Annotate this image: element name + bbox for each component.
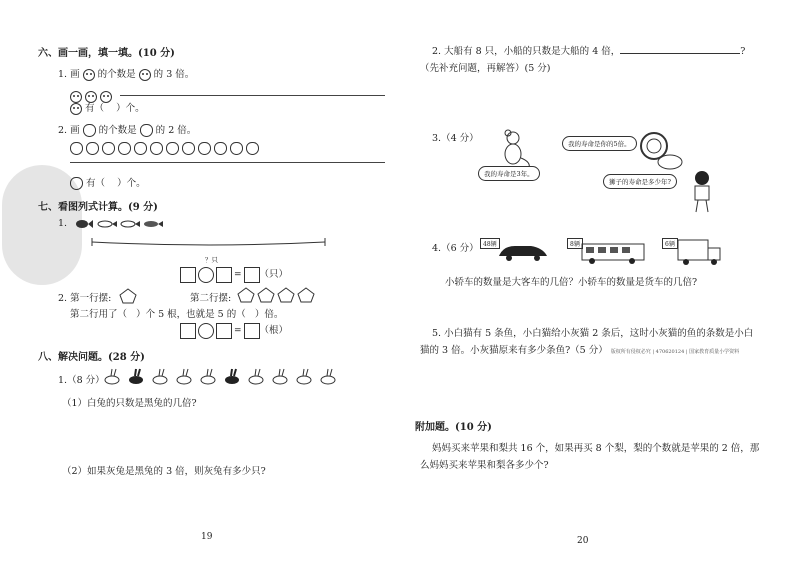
page-number-right: 20 xyxy=(577,536,589,546)
pentagon-icon xyxy=(298,288,314,302)
operator-circle[interactable] xyxy=(198,323,214,339)
car-icon xyxy=(497,238,549,264)
car-count-label: 48辆 xyxy=(480,238,500,249)
answer-box[interactable] xyxy=(180,267,196,283)
boy-illustration xyxy=(688,170,718,214)
sec6-q1-answer xyxy=(70,100,145,115)
sec6-q2-answer xyxy=(70,175,146,190)
apple-icon xyxy=(214,142,227,155)
rabbit-icon-white xyxy=(321,369,335,384)
sec7-q1-equation: = （只） xyxy=(180,266,288,283)
rabbit-icon-black xyxy=(225,369,239,384)
fill-blank-line[interactable] xyxy=(620,53,740,54)
apple-icon xyxy=(246,142,259,155)
unit-label: （只） xyxy=(259,269,289,280)
smiley-icon xyxy=(83,69,95,81)
apple-icon xyxy=(134,142,147,155)
sec6-q2-apples xyxy=(70,138,262,157)
apple-icon xyxy=(70,177,83,190)
rabbit-icon-white xyxy=(297,369,311,384)
operator-circle[interactable] xyxy=(198,267,214,283)
sec6-q1-num: 1. 画 xyxy=(58,69,80,80)
rabbit-icon-white xyxy=(201,369,215,384)
bus-count-label: 8辆 xyxy=(567,238,583,249)
draw-line xyxy=(70,162,385,163)
sec7-q2-row2-label: 第二行摆: xyxy=(190,293,232,304)
rabbit-icon-white xyxy=(177,369,191,384)
page-number-left: 19 xyxy=(201,532,213,542)
section-7-title: 七、看图列式计算。(9 分) xyxy=(38,202,158,213)
sec7-q2-label: 2. 第一行摆: xyxy=(58,293,112,304)
r-q2-end: ? xyxy=(740,46,746,57)
answer-box[interactable] xyxy=(180,323,196,339)
r-q5-line2 xyxy=(420,342,739,356)
sec7-q2-row1 xyxy=(58,290,111,304)
apple-icon xyxy=(198,142,211,155)
bracket-label: ？只 xyxy=(205,256,218,264)
apple-icon xyxy=(102,142,115,155)
pentagon-icon xyxy=(258,288,274,302)
r-q4-label: 4.（6 分） xyxy=(432,243,479,254)
pentagon-icon xyxy=(238,288,254,302)
r-q4-question: 小轿车的数量是大客车的几倍？小轿车的数量是货车的几倍? xyxy=(445,277,698,288)
answer-box[interactable] xyxy=(216,267,232,283)
truck-count-label: 6辆 xyxy=(662,238,678,249)
section-6-title: 六、画一画，填一填。(10 分) xyxy=(38,48,175,59)
sec8-q1-num: 1.（8 分） xyxy=(58,375,105,386)
text: 第二行用了（ xyxy=(70,309,128,320)
r-q2-line2: （先补充问题，再解答）(5 分) xyxy=(420,63,551,74)
boy-speech-bubble: 狮子的寿命是多少年? xyxy=(603,174,677,189)
sec6-q2-num: 2. 画 xyxy=(58,125,80,136)
rabbit-icon-white xyxy=(153,369,167,384)
bus-icon xyxy=(580,238,648,266)
rabbit-icon-white xyxy=(273,369,287,384)
r-q2-text: 2. 大船有 8 只，小船的只数是大船的 4 倍， xyxy=(432,46,621,57)
text: ）个 5 根，也就是 5 的（ xyxy=(136,309,246,320)
apple-icon xyxy=(230,142,243,155)
apple-icon xyxy=(83,124,96,137)
sec6-q2-text2: 的 2 倍。 xyxy=(155,125,197,136)
lion-illustration xyxy=(636,130,684,172)
pentagon-icon xyxy=(278,288,294,302)
rabbit-row xyxy=(102,368,362,388)
r-q3-label: 3.（4 分） xyxy=(432,133,479,144)
mouse-speech-bubble: 我的寿命是3年。 xyxy=(478,166,540,181)
apple-icon xyxy=(182,142,195,155)
apple-icon xyxy=(150,142,163,155)
sec8-q1-sub1: （1）白兔的只数是黑兔的几倍? xyxy=(62,398,197,409)
sec6-q2 xyxy=(58,122,196,137)
smiley-icon xyxy=(70,103,82,115)
sec7-q2-equation: = （根） xyxy=(180,322,288,339)
answer-label: ）个。 xyxy=(117,178,146,189)
fish-icon xyxy=(76,220,93,228)
truck-icon xyxy=(676,236,722,268)
answer-box[interactable] xyxy=(244,323,260,339)
answer-label: ）个。 xyxy=(116,103,145,114)
bonus-line1: 妈妈买来苹果和梨共 16 个，如果再买 8 个梨，梨的个数就是苹果的 2 倍，那 xyxy=(432,443,760,454)
bonus-title: 附加题。(10 分) xyxy=(415,422,492,433)
r-q5-line1: 5. 小白猫有 5 条鱼，小白猫给小灰猫 2 条后，这时小灰猫的鱼的条数是小白 xyxy=(432,328,754,339)
draw-line xyxy=(120,95,385,96)
sec6-q1 xyxy=(58,66,194,81)
apple-icon xyxy=(118,142,131,155)
r-q2-line1 xyxy=(432,43,745,57)
sec8-q1-sub2: （2）如果灰兔是黑兔的 3 倍，则灰兔有多少只? xyxy=(62,466,266,477)
mouse-illustration xyxy=(495,128,535,170)
sec7-q2-row2 xyxy=(70,306,283,320)
copyright-note: 版权所有侵权必究 | 470620124 | 国家教育质量小学资料 xyxy=(610,349,740,355)
answer-label: 有（ xyxy=(85,103,105,114)
unit-label: （根） xyxy=(259,325,289,336)
bracket-line xyxy=(92,242,325,245)
answer-box[interactable] xyxy=(216,323,232,339)
rabbit-icon-black xyxy=(129,369,143,384)
sec7-q1-num: 1. xyxy=(58,218,68,229)
r-q5-text: 猫的 3 倍。小灰猫原来有多少条鱼?（5 分） xyxy=(420,345,608,356)
rabbit-icon-white xyxy=(249,369,263,384)
pentagon-row xyxy=(236,286,336,306)
apple-icon xyxy=(70,142,83,155)
sec6-q1-text: 的个数是 xyxy=(97,69,136,80)
apple-icon xyxy=(140,124,153,137)
answer-box[interactable] xyxy=(244,267,260,283)
fish-icon xyxy=(144,221,163,227)
answer-label: 有（ xyxy=(86,178,106,189)
apple-icon xyxy=(166,142,179,155)
text: ）倍。 xyxy=(254,309,284,320)
sec6-q2-text: 的个数是 xyxy=(98,125,137,136)
pentagon-icon xyxy=(118,287,138,305)
sec6-q1-text2: 的 3 倍。 xyxy=(153,69,195,80)
fish-diagram xyxy=(70,212,330,262)
rabbit-icon-white xyxy=(105,369,119,384)
section-8-title: 八、解决问题。(28 分) xyxy=(38,352,145,363)
smiley-icon xyxy=(139,69,151,81)
apple-icon xyxy=(86,142,99,155)
bonus-line2: 么妈妈买来苹果和梨各多少个? xyxy=(420,460,549,471)
lion-speech-bubble: 我的寿命是你的5倍。 xyxy=(562,136,637,151)
fish-icon xyxy=(98,221,117,227)
fish-icon xyxy=(121,221,140,227)
